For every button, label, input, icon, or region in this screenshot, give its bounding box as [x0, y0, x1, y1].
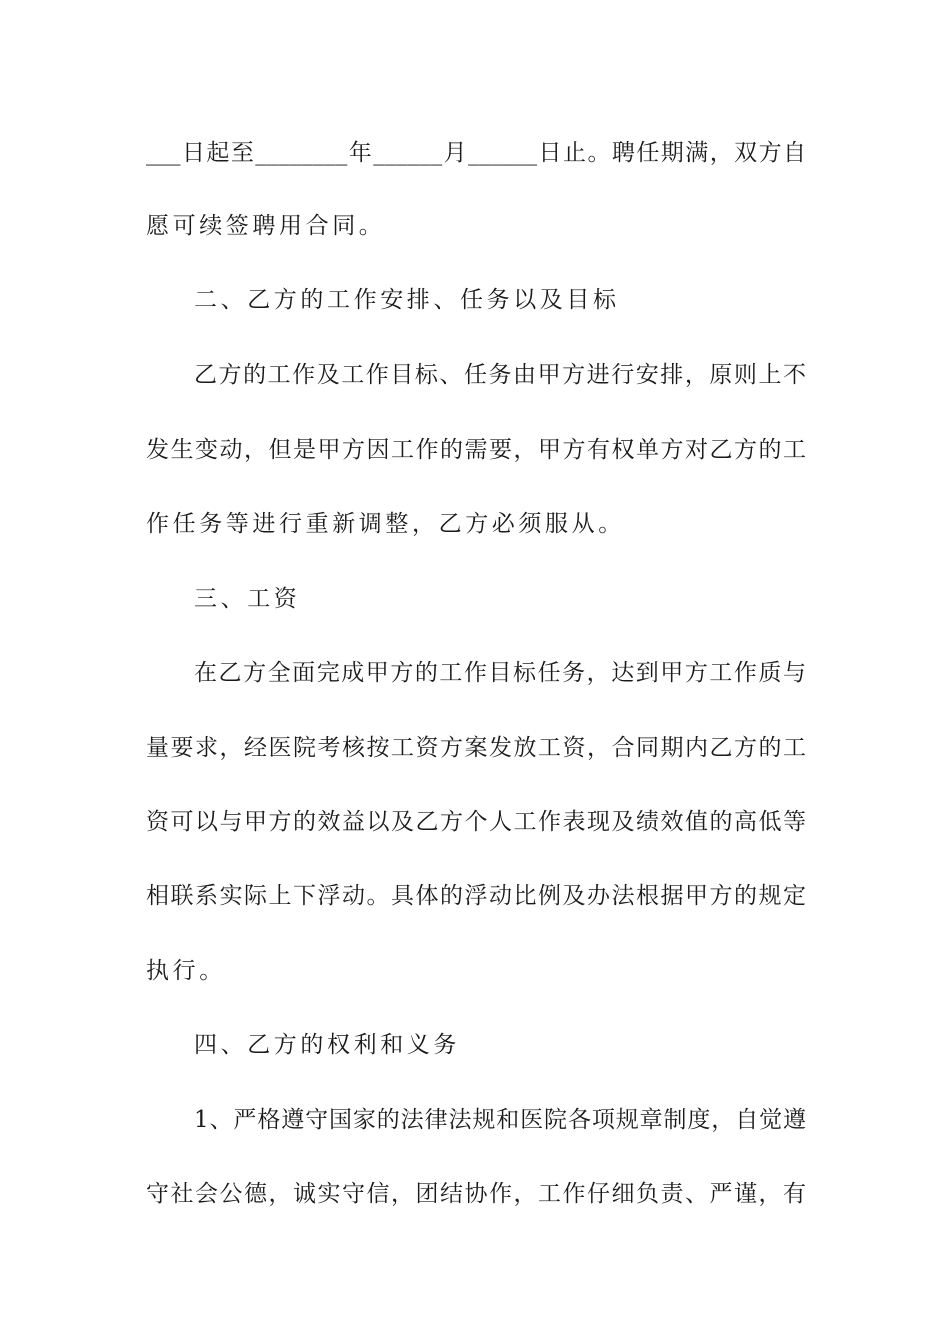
paragraph-line: 守社会公德，诚实守信，团结协作，工作仔细负责、严谨，有: [146, 1181, 806, 1207]
paragraph-line: 1、严格遵守国家的法律法规和医院各项规章制度，自觉遵: [194, 1107, 806, 1133]
section-heading-work-arrangement: 二、乙方的工作安排、任务以及目标: [194, 287, 620, 313]
term-text-year: 年: [347, 140, 374, 166]
blank-day-start: ___: [146, 140, 181, 166]
paragraph-line: 资可以与甲方的效益以及乙方个人工作表现及绩效值的高低等: [146, 809, 806, 835]
term-text-month: 月: [442, 140, 469, 166]
blank-month-end: ______: [373, 140, 443, 166]
paragraph-line: 乙方的工作及工作目标、任务由甲方进行安排，原则上不: [194, 362, 806, 388]
section-heading-salary: 三、工资: [194, 586, 301, 612]
term-text-from: 日起至: [180, 140, 256, 166]
paragraph-line: 愿可续签聘用合同。: [146, 213, 386, 239]
blank-year-end: ________: [255, 140, 348, 166]
paragraph-line: 作任务等进行重新调整，乙方必须服从。: [146, 511, 625, 537]
blank-day-end: ______: [468, 140, 538, 166]
paragraph-line: 发生变动，但是甲方因工作的需要，甲方有权单方对乙方的工: [146, 437, 806, 463]
term-text-end: 日止。聘任期满，双方自: [537, 140, 807, 166]
paragraph-line: 执行。: [146, 958, 226, 984]
contract-term-line: [146, 137, 806, 169]
paragraph-line: 相联系实际上下浮动。具体的浮动比例及办法根据甲方的规定: [146, 883, 806, 909]
paragraph-line: 在乙方全面完成甲方的工作目标任务，达到甲方工作质与: [194, 660, 806, 686]
section-heading-rights-obligations: 四、乙方的权利和义务: [194, 1032, 460, 1058]
paragraph-line: 量要求，经医院考核按工资方案发放工资，合同期内乙方的工: [146, 735, 806, 761]
